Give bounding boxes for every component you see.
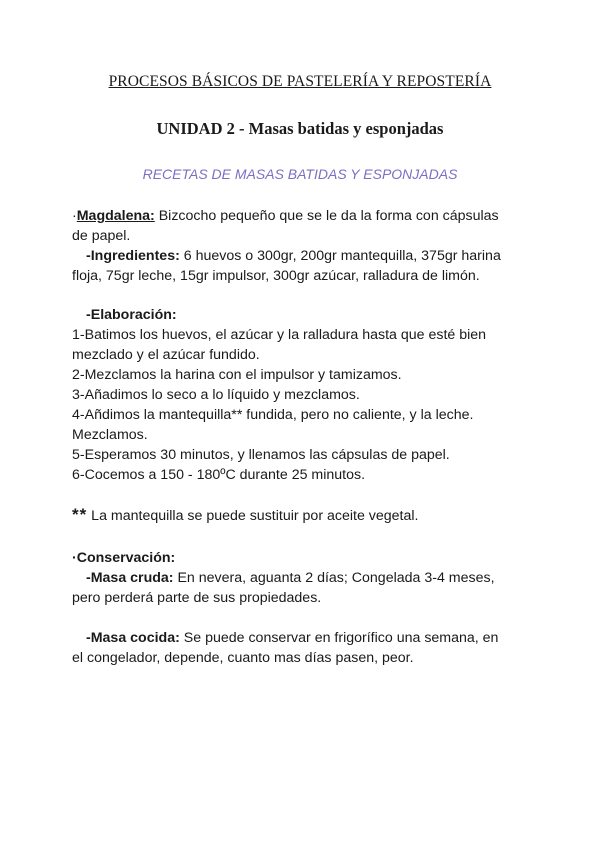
step-6: 6-Cocemos a 150 - 180ºC durante 25 minutos. (72, 467, 366, 483)
ingredients-text-1: 6 huevos o 300gr, 200gr mantequilla, 375gr harina (179, 248, 501, 264)
note-block (72, 505, 534, 526)
recipe-description-1: Bizcocho pequeño que se le da la forma con cápsulas (154, 208, 499, 224)
cooked-dough-text-2: el congelador, depende, cuanto mas días pasen, peor. (72, 650, 414, 666)
step-1-line-1: 1-Batimos los huevos, el azúcar y la ralladura hasta que esté bien (72, 327, 487, 343)
cooked-dough-text-1: Se puede conservar en frigorífico una semana, en (179, 630, 499, 646)
elaboration-block (72, 305, 534, 485)
step-4-line-1: 4-Añdimos la mantequilla** fundida, pero no caliente, y la leche. (72, 407, 474, 423)
elaboration-label: -Elaboración: (86, 307, 177, 323)
step-2: 2-Mezclamos la harina con el impulsor y tamizamos. (72, 367, 402, 383)
step-5: 5-Esperamos 30 minutos, y llenamos las cápsulas de papel. (72, 447, 450, 463)
step-1-line-2: mezclado y el azúcar fundido. (72, 347, 260, 363)
note-stars: ** (72, 505, 88, 524)
raw-dough-text-1: En nevera, aguanta 2 días; Congelada 3-4 meses, (173, 570, 495, 586)
cooked-dough-line-1 (72, 628, 534, 648)
unit-title: UNIDAD 2 - Masas batidas y esponjadas (156, 119, 444, 138)
ingredients-text-2: floja, 75gr leche, 15gr impulsor, 300gr azúcar, ralladura de limón. (72, 268, 480, 284)
note-line (72, 505, 534, 526)
raw-dough-text-2: pero perderá parte de sus propiedades. (72, 590, 322, 606)
recipe-name: Magdalena: (76, 208, 155, 224)
raw-dough-label: -Masa cruda: (86, 570, 174, 586)
step-3: 3-Añadimos lo seco a lo líquido y mezclamos. (72, 387, 360, 403)
ingredients-label: -Ingredientes: (86, 248, 180, 264)
section-title: RECETAS DE MASAS BATIDAS Y ESPONJADAS (142, 166, 458, 182)
ingredients-line-1 (72, 246, 534, 266)
conservation-block (72, 548, 534, 608)
recipe-description-2: de papel. (72, 228, 131, 244)
step-4-line-2: Mezclamos. (72, 427, 148, 443)
note-text: La mantequilla se puede sustituir por aceite vegetal. (87, 508, 419, 524)
document-title: PROCESOS BÁSICOS DE PASTELERÍA Y REPOSTERÍA (108, 73, 492, 90)
bullet: · (72, 208, 77, 224)
recipe-intro-line-1 (72, 206, 534, 226)
cooked-dough-block (72, 628, 534, 668)
conservation-label: ·Conservación: (72, 550, 176, 566)
cooked-dough-label: -Masa cocida: (86, 630, 180, 646)
recipe-intro (72, 206, 534, 286)
raw-dough-line-1 (72, 568, 534, 588)
